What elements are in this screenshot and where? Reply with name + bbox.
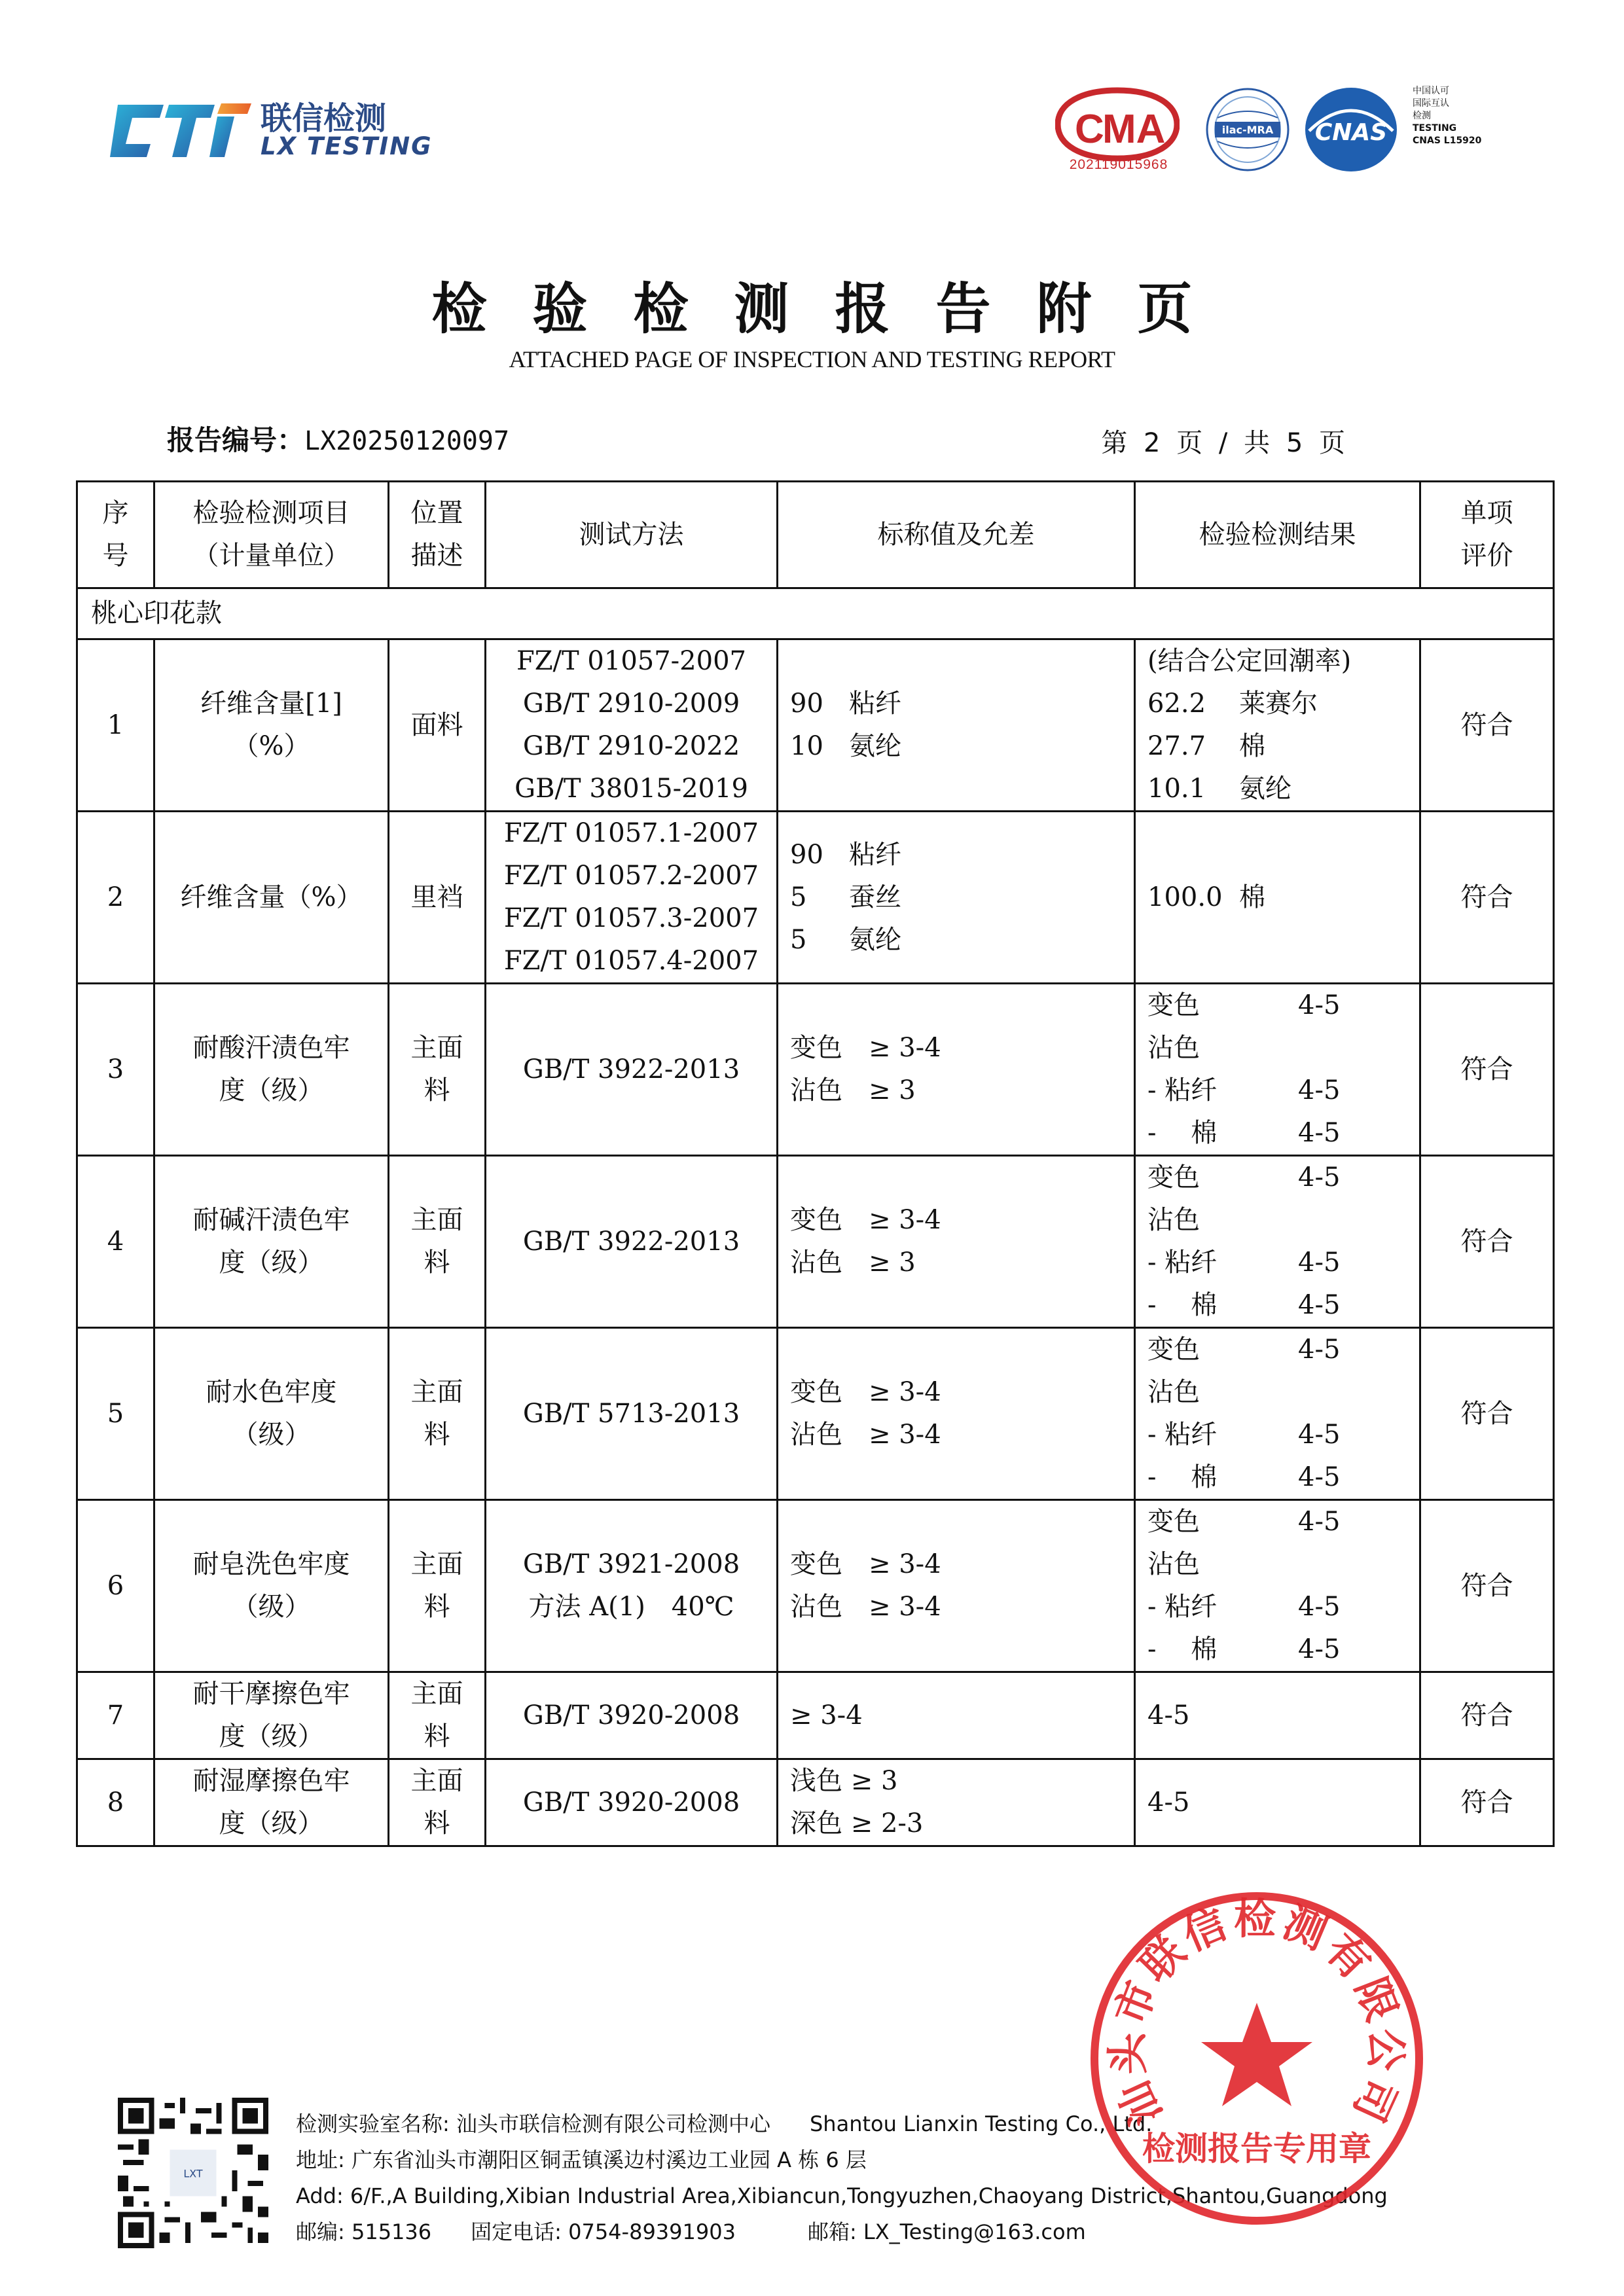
cnas-line: TESTING xyxy=(1413,123,1457,134)
row-result: 100.0 棉 xyxy=(1135,812,1420,984)
svg-text:CNAS: CNAS xyxy=(1314,119,1388,146)
row-method: FZ/T 01057.1-2007 FZ/T 01057.2-2007 FZ/T 01057.3-2007 FZ/T 01057.4-2007 xyxy=(486,812,778,984)
row-evaluation: 符合 xyxy=(1420,984,1554,1156)
header-item: 检验检测项目 （计量单位） xyxy=(154,482,389,588)
table-row xyxy=(77,1672,1554,1759)
header-no: 序 号 xyxy=(77,482,154,588)
report-number-value: LX20250120097 xyxy=(304,426,510,456)
row-method: GB/T 3920-2008 xyxy=(486,1759,778,1846)
row-item: 纤维含量（%） xyxy=(154,812,389,984)
row-method: GB/T 3921-2008 方法 A(1) 40℃ xyxy=(486,1500,778,1672)
footer-lab: 检测实验室名称: 汕头市联信检测有限公司检测中心 Shantou Lianxin Testing Co., Ltd. xyxy=(296,2111,1153,2136)
header-evaluation: 单项 评价 xyxy=(1420,482,1554,588)
row-no: 3 xyxy=(77,984,154,1156)
row-result: 变色 4-5 沾色 - 粘纤 4-5 - 棉 4-5 xyxy=(1135,1328,1420,1500)
table-row xyxy=(77,984,1554,1156)
row-result: 4-5 xyxy=(1135,1672,1420,1759)
table-row xyxy=(77,1328,1554,1500)
row-evaluation: 符合 xyxy=(1420,1156,1554,1328)
row-method: GB/T 3920-2008 xyxy=(486,1672,778,1759)
header-result: 检验检测结果 xyxy=(1135,482,1420,588)
official-seal-stamp-icon xyxy=(1083,1885,1430,2232)
row-evaluation: 符合 xyxy=(1420,639,1554,812)
row-no: 5 xyxy=(77,1328,154,1500)
row-method: GB/T 3922-2013 xyxy=(486,1156,778,1328)
lxt-logo-mark-icon xyxy=(105,92,275,164)
row-item: 耐湿摩擦色牢 度（级） xyxy=(154,1759,389,1846)
sample-group-name: 桃心印花款 xyxy=(77,588,1554,639)
row-result: 变色 4-5 沾色 - 粘纤 4-5 - 棉 4-5 xyxy=(1135,1156,1420,1328)
row-nominal: 变色 ≥ 3-4 沾色 ≥ 3-4 xyxy=(778,1328,1135,1500)
row-item: 耐水色牢度 （级） xyxy=(154,1328,389,1500)
header-method: 测试方法 xyxy=(486,482,778,588)
table-row xyxy=(77,1759,1554,1846)
page-title-en: ATTACHED PAGE OF INSPECTION AND TESTING REPORT xyxy=(509,346,1115,372)
svg-text:C: C xyxy=(1075,107,1104,152)
cnas-line: 检测 xyxy=(1413,111,1431,121)
cnas-accreditation-text xyxy=(1413,85,1543,147)
row-evaluation: 符合 xyxy=(1420,1500,1554,1672)
cnas-line: 国际互认 xyxy=(1413,98,1449,109)
row-item: 耐皂洗色牢度 （级） xyxy=(154,1500,389,1672)
cnas-line: 中国认可 xyxy=(1413,86,1449,96)
row-result: (结合公定回潮率) 62.2 莱赛尔 27.7 棉 10.1 氨纶 xyxy=(1135,639,1420,812)
row-no: 7 xyxy=(77,1672,154,1759)
row-nominal: ≥ 3-4 xyxy=(778,1672,1135,1759)
stamp-star xyxy=(1201,2003,1312,2106)
logo-text-en: LX TESTING xyxy=(261,132,433,160)
row-method: FZ/T 01057-2007 GB/T 2910-2009 GB/T 2910-2022 GB/T 38015-2019 xyxy=(486,639,778,812)
row-position: 里裆 xyxy=(389,812,486,984)
row-item: 耐酸汗渍色牢 度（级） xyxy=(154,984,389,1156)
footer-email-link[interactable]: LX_Testing@163.com xyxy=(863,2219,1086,2244)
row-position: 主面 料 xyxy=(389,1759,486,1846)
cnas-line: CNAS L15920 xyxy=(1413,135,1482,146)
row-no: 8 xyxy=(77,1759,154,1846)
footer-contact: 邮编: 515136 固定电话: 0754-89391903 邮箱: LX_Testing@163.com xyxy=(296,2219,1086,2244)
report-number-label: 报告编号： xyxy=(167,424,305,456)
svg-text:ilac-MRA: ilac-MRA xyxy=(1221,124,1274,136)
row-method: GB/T 3922-2013 xyxy=(486,984,778,1156)
row-nominal: 变色 ≥ 3-4 沾色 ≥ 3-4 xyxy=(778,1500,1135,1672)
row-position: 主面 料 xyxy=(389,1500,486,1672)
table-header-row xyxy=(77,482,1554,588)
row-nominal: 变色 ≥ 3-4 沾色 ≥ 3 xyxy=(778,984,1135,1156)
row-method: GB/T 5713-2013 xyxy=(486,1328,778,1500)
qr-code-icon[interactable] xyxy=(118,2098,268,2248)
row-item: 耐碱汗渍色牢 度（级） xyxy=(154,1156,389,1328)
footer-address-en: Add: 6/F.,A Building,Xibian Industrial Area,Xibiancun,Tongyuzhen,Chaoyang District,Shantou,Guangdong xyxy=(296,2183,1388,2208)
logo-text-cn: 联信检测 xyxy=(261,100,387,137)
header-position: 位置 描述 xyxy=(389,482,486,588)
row-position: 面料 xyxy=(389,639,486,812)
svg-text:LXT: LXT xyxy=(183,2167,203,2180)
row-nominal: 90 粘纤 10 氨纶 xyxy=(778,639,1135,812)
page-info: 第 2 页 / 共 5 页 xyxy=(1101,428,1349,458)
row-result: 变色 4-5 沾色 - 粘纤 4-5 - 棉 4-5 xyxy=(1135,984,1420,1156)
ilac-mra-icon xyxy=(1203,85,1292,174)
row-position: 主面 料 xyxy=(389,1156,486,1328)
row-no: 4 xyxy=(77,1156,154,1328)
cnas-logo-icon xyxy=(1303,84,1399,175)
row-item: 纤维含量[1] （%） xyxy=(154,639,389,812)
footer-address: 地址: 广东省汕头市潮阳区铜盂镇溪边村溪边工业园 A 栋 6 层 xyxy=(296,2147,867,2172)
row-nominal: 浅色 ≥ 3 深色 ≥ 2-3 xyxy=(778,1759,1135,1846)
row-evaluation: 符合 xyxy=(1420,1328,1554,1500)
row-no: 2 xyxy=(77,812,154,984)
row-evaluation: 符合 xyxy=(1420,1672,1554,1759)
stamp-text: 汕头市联信检测有限公司 xyxy=(1103,1894,1411,2133)
stamp-subtext: 检测报告专用章 xyxy=(1142,2129,1371,2168)
row-position: 主面 料 xyxy=(389,1328,486,1500)
row-result: 变色 4-5 沾色 - 粘纤 4-5 - 棉 4-5 xyxy=(1135,1500,1420,1672)
cma-number: 202119015968 xyxy=(1069,157,1168,172)
row-evaluation: 符合 xyxy=(1420,1759,1554,1846)
header-nominal: 标称值及允差 xyxy=(778,482,1135,588)
table-row xyxy=(77,812,1554,984)
page-title-cn: 检验检测报告附页 xyxy=(431,276,1238,341)
svg-text:MA: MA xyxy=(1102,107,1166,152)
row-result: 4-5 xyxy=(1135,1759,1420,1846)
row-item: 耐干摩擦色牢 度（级） xyxy=(154,1672,389,1759)
table-row xyxy=(77,1500,1554,1672)
table-row xyxy=(77,639,1554,812)
results-table xyxy=(76,480,1555,1847)
row-evaluation: 符合 xyxy=(1420,812,1554,984)
table-row xyxy=(77,1156,1554,1328)
row-position: 主面 料 xyxy=(389,1672,486,1759)
row-position: 主面 料 xyxy=(389,984,486,1156)
row-nominal: 90 粘纤 5 蚕丝 5 氨纶 xyxy=(778,812,1135,984)
row-no: 1 xyxy=(77,639,154,812)
row-no: 6 xyxy=(77,1500,154,1672)
report-number xyxy=(167,419,509,458)
row-nominal: 变色 ≥ 3-4 沾色 ≥ 3 xyxy=(778,1156,1135,1328)
table-group-row xyxy=(77,588,1554,639)
company-logo xyxy=(105,92,445,164)
